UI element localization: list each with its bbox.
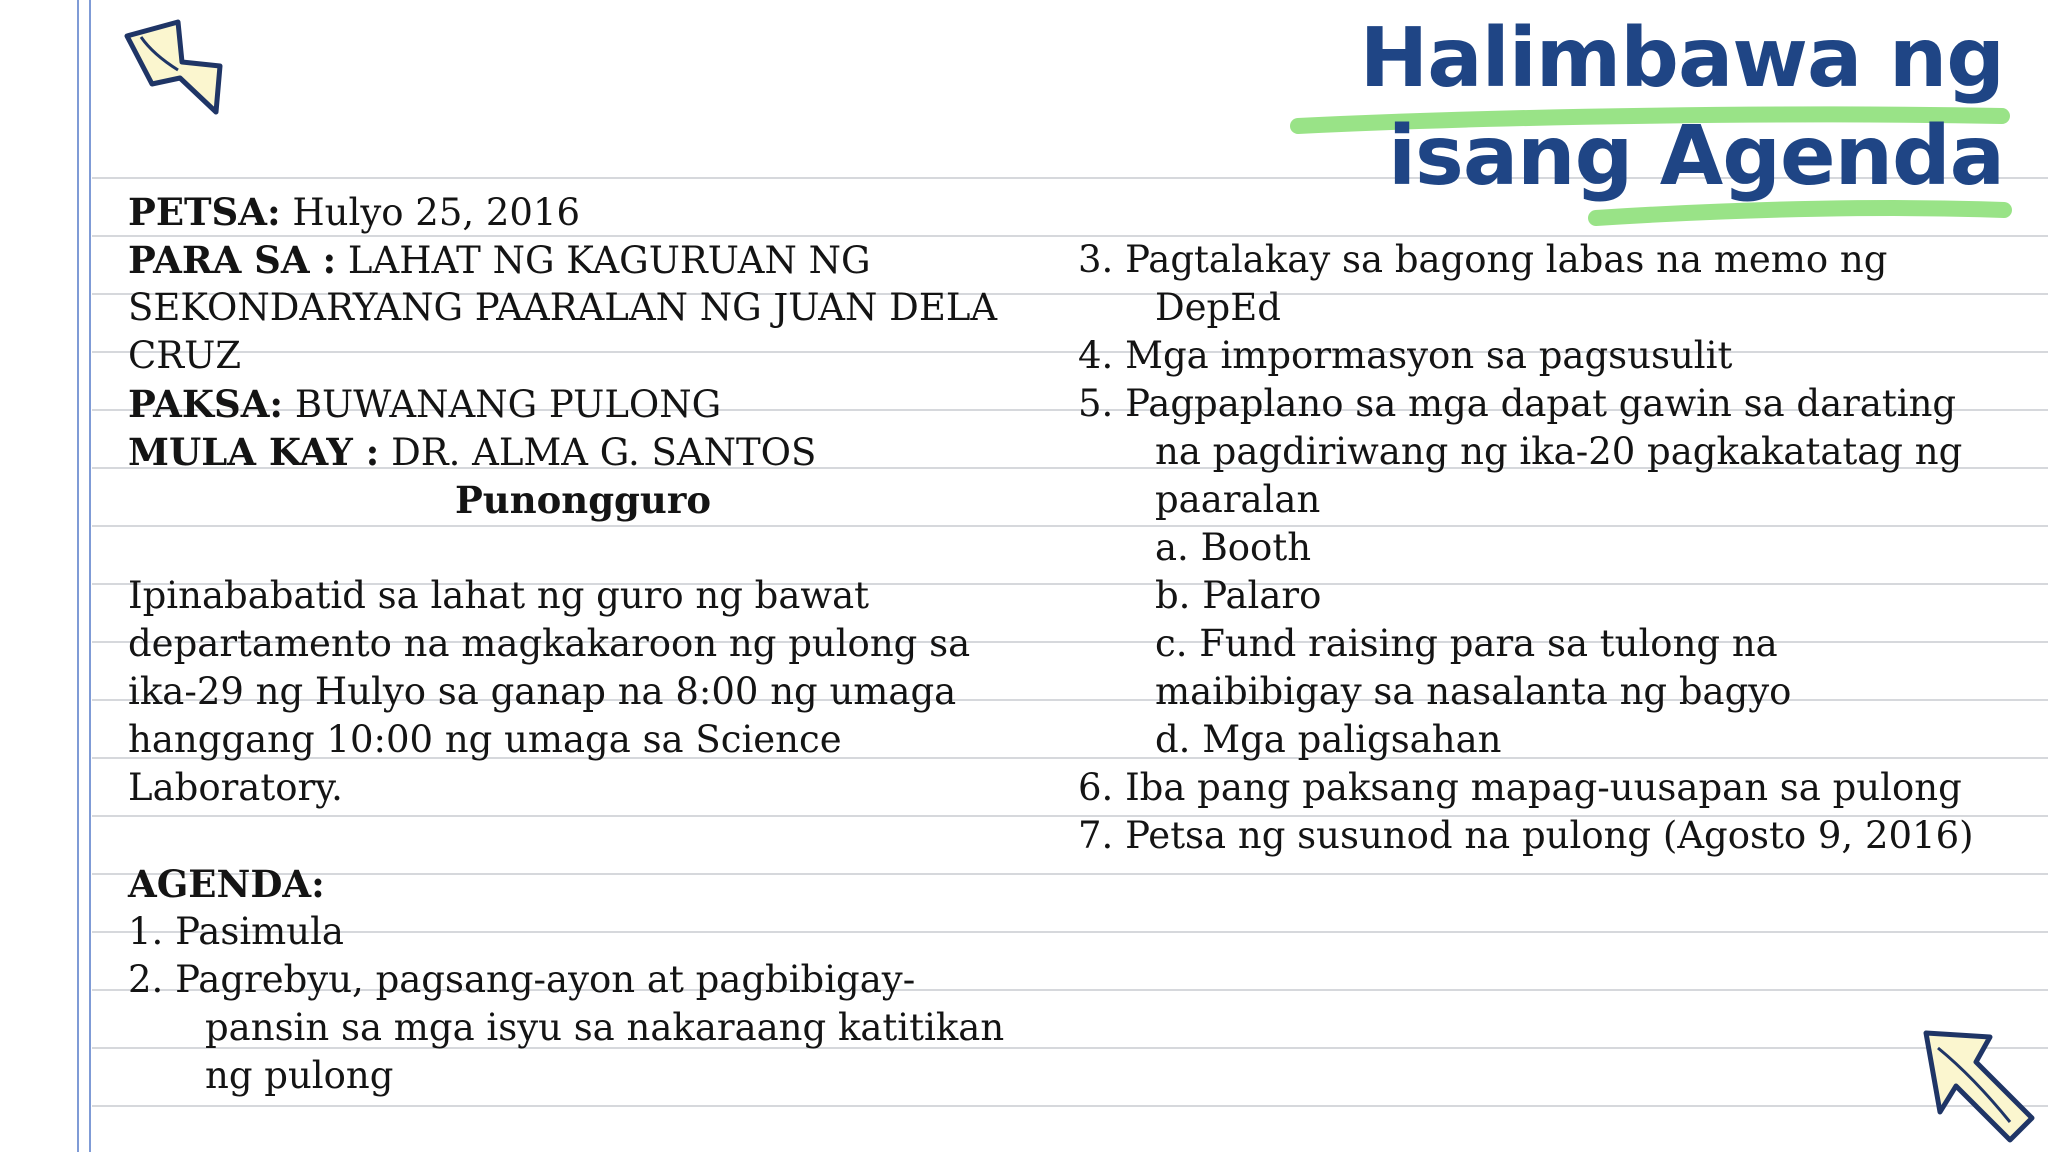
body-line: departamento na magkakaroon ng pulong sa	[128, 622, 971, 665]
position-label: Punongguro	[454, 478, 712, 522]
title-line-1: Halimbawa ng	[1359, 11, 2004, 106]
agenda-item: 1. Pasimula	[128, 910, 344, 953]
agenda-subitem: d. Mga paligsahan	[1155, 718, 1502, 761]
agenda-item: 4. Mga impormasyon sa pagsusulit	[1078, 334, 1733, 377]
agenda-subitem-continued: maibibigay sa nasalanta ng bagyo	[1155, 670, 1792, 713]
body-line: ika-29 ng Hulyo sa ganap na 8:00 ng umaga	[128, 670, 957, 713]
para-label: PARA SA :	[128, 238, 337, 282]
agenda-subitem: b. Palaro	[1155, 574, 1322, 617]
agenda-item-continued: DepEd	[1155, 286, 1281, 329]
title-highlight-2	[1596, 208, 2004, 218]
body-line: Laboratory.	[128, 766, 343, 809]
para-row	[128, 236, 1068, 284]
mula-value: DR. ALMA G. SANTOS	[379, 431, 817, 474]
agenda-item: 3. Pagtalakay sa bagong labas na memo ng	[1078, 238, 1888, 281]
arrow-up-left-icon	[1926, 1033, 2032, 1140]
body-line: hanggang 10:00 ng umaga sa Science	[128, 718, 842, 761]
agenda-item: 7. Petsa ng susunod na pulong (Agosto 9, 2016)	[1078, 814, 1974, 857]
memo-left-column	[128, 188, 1068, 1100]
page-title	[1360, 10, 2004, 206]
agenda-right-column	[1078, 236, 2008, 860]
para-value-1: LAHAT NG KAGURUAN NG	[336, 239, 871, 282]
agenda-heading: AGENDA:	[128, 862, 325, 906]
title-line-2: isang Agenda	[1387, 109, 2004, 204]
agenda-subitem: a. Booth	[1155, 526, 1312, 569]
agenda-item: 6. Iba pang paksang mapag-uusapan sa pulong	[1078, 766, 1962, 809]
margin-lines	[78, 0, 90, 1152]
agenda-subitem: c. Fund raising para sa tulong na	[1155, 622, 1778, 665]
body-line: Ipinababatid sa lahat ng guro ng bawat	[128, 574, 870, 617]
para-value-2: SEKONDARYANG PAARALAN NG JUAN DELA	[128, 286, 998, 329]
para-value-3: CRUZ	[128, 334, 242, 377]
petsa-row	[128, 188, 1068, 236]
agenda-item: 2. Pagrebyu, pagsang-ayon at pagbibigay-	[128, 958, 916, 1001]
agenda-item-continued: na pagdiriwang ng ika-20 pagkakatatag ng	[1155, 430, 1963, 473]
paksa-label: PAKSA:	[128, 382, 284, 426]
agenda-item-continued: pansin sa mga isyu sa nakaraang katitikan	[205, 1006, 1005, 1049]
paksa-row	[128, 380, 1068, 428]
petsa-value: Hulyo 25, 2016	[280, 191, 581, 234]
mula-row	[128, 428, 1068, 476]
paksa-value: BUWANANG PULONG	[283, 383, 722, 426]
agenda-item-continued: paaralan	[1155, 478, 1321, 521]
arrow-down-right-icon	[127, 22, 220, 112]
mula-label: MULA KAY :	[128, 430, 380, 474]
agenda-item: 5. Pagpaplano sa mga dapat gawin sa darating	[1078, 382, 1957, 425]
petsa-label: PETSA:	[128, 190, 281, 234]
agenda-item-continued: ng pulong	[205, 1054, 394, 1097]
